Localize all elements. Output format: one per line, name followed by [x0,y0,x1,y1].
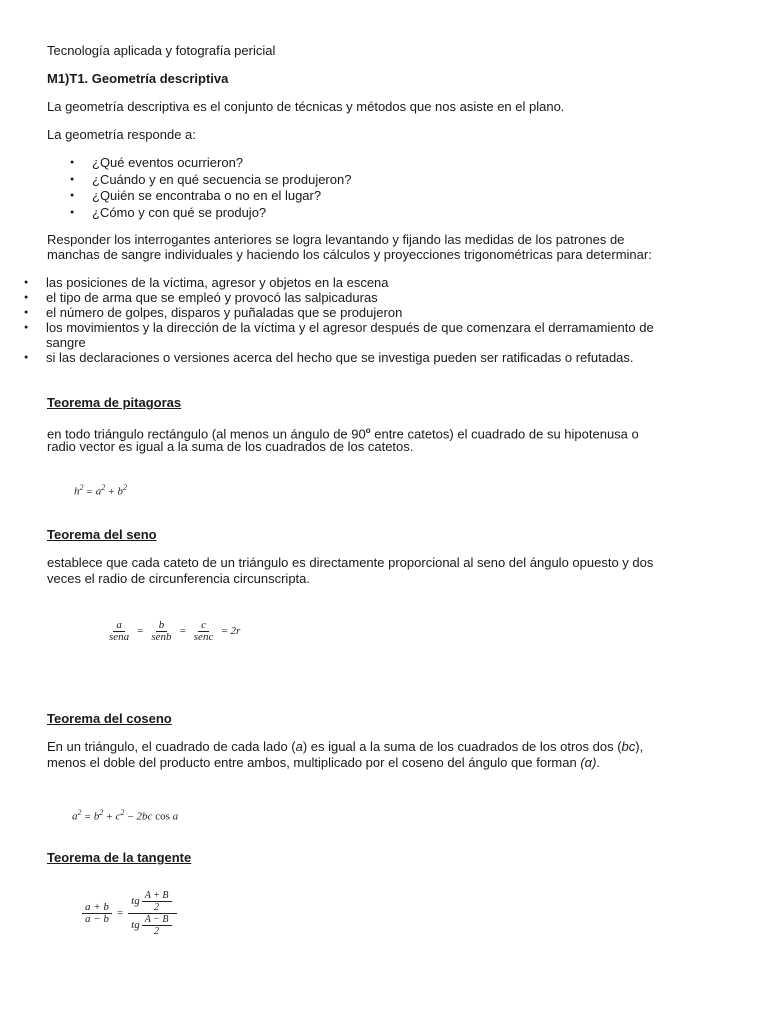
formula-fn: tg [131,895,140,907]
degree-mark: o [365,426,371,435]
formula-fraction [128,890,176,937]
pitagoras-title: Teorema de pitagoras [47,395,182,410]
coseno-title: Teorema del coseno [47,711,172,726]
formula-var: b [117,485,123,498]
formula-den: a − b [85,913,109,925]
formula-exp: 2 [99,808,104,817]
pitagoras-text: entre catetos) el cuadrado de su hipotenusa o [370,426,639,442]
formula-den: 2 [154,902,160,913]
tangente-title: Teorema de la tangente [47,850,192,865]
pitagoras-formula [74,480,127,500]
formula-var: a [72,810,78,823]
formula-num: b [156,620,168,632]
formula-var: b [93,810,100,823]
formula-op: = [179,625,186,638]
coseno-text: menos el doble del producto entre ambos, multiplicado por el coseno del ángulo que forman [47,755,581,770]
formula-var: 2r [230,625,241,638]
formula-num: c [198,620,209,632]
formula-op: + [108,485,115,498]
answer-line-2: manchas de sangre individuales y haciendo los cálculos y proyecciones trigonométricas para determinar: [47,247,652,262]
list-item-text: sangre [46,335,86,350]
seno-title: Teorema del seno [47,527,157,542]
coseno-var: a [295,739,303,754]
list-item: ● el número de golpes, disparos y puñaladas que se produjeron [46,305,736,320]
seno-line-2: veces el radio de circunferencia circunscripta. [47,571,311,586]
formula-exp: 2 [120,808,125,817]
formula-fraction [82,902,112,925]
formula-num: A − B [142,914,172,926]
formula-var: h [74,485,80,498]
formula-op: = [221,625,228,638]
section-title: M1)T1. Geometría descriptiva [47,71,229,86]
responds-paragraph: La geometría responde a: [47,127,196,142]
answer-line-1: Responder los interrogantes anteriores se logra levantando y fijando las medidas de los patrones de [47,232,625,247]
formula-num: a + b [82,902,112,914]
tangente-formula [80,890,179,937]
formula-num: A + B [142,890,172,902]
formula-var: c [115,810,121,823]
list-item [46,320,736,350]
formula-var: a [95,485,102,498]
formula-fn: tg [131,919,140,931]
formula-den: sena [109,631,130,643]
list-item: ● si las declaraciones o versiones acerca del hecho que se investiga pueden ser ratificadas o refutadas. [46,350,736,365]
formula-fraction [191,620,217,643]
formula-op: = [84,810,91,823]
intro-paragraph: La geometría descriptiva es el conjunto de técnicas y métodos que nos asiste en el plano. [47,99,565,114]
seno-formula [104,620,240,643]
formula-op: = [116,907,124,920]
formula-op: + [106,810,113,823]
pitagoras-line-2: radio vector es igual a la suma de los cuadrados de los catetos. [47,439,414,454]
formula-exp: 2 [77,808,82,817]
formula-num [128,890,176,914]
formula-fraction [148,620,174,643]
formula-exp: 2 [101,483,106,492]
list-item: ● el tipo de arma que se empleó y provocó las salpicaduras [46,290,736,305]
coseno-text: En un triángulo, el cuadrado de cada lado ( [47,739,296,754]
formula-exp: 2 [79,483,84,492]
formula-exp: 2 [122,483,127,492]
seno-line-1: establece que cada cateto de un triángulo es directamente proporcional al seno del ángulo opuesto y dos [47,555,654,570]
coseno-line-2 [47,755,727,770]
formula-den: 2 [154,926,160,937]
coseno-text: ) es igual a la suma de los cuadrados de los otros dos ( [302,739,622,754]
coseno-text: ), [635,739,644,754]
coseno-text: . [596,755,601,770]
formula-op: = [86,485,93,498]
formula-den: senc [193,631,214,643]
formula-var: a [172,810,179,823]
formula-op: − [127,810,134,823]
coseno-var: (α) [580,755,597,770]
questions-list [92,155,351,221]
coseno-var: bc [621,739,636,754]
formula-op: = [137,625,144,638]
coseno-formula [72,805,178,825]
list-item: ● ¿Qué eventos ocurrieron? [92,155,351,172]
formula-fraction [142,890,172,913]
formula-fraction [142,914,172,937]
list-item: ● las posiciones de la víctima, agresor y objetos en la escena [46,275,736,290]
document-header: Tecnología aplicada y fotografía pericial [47,43,276,58]
list-item-text: los movimientos y la dirección de la víctima y el agresor después de que comenzara el derramamiento de [46,320,654,335]
list-item: ● ¿Quién se encontraba o no en el lugar? [92,188,351,205]
formula-den [128,914,176,937]
formula-num: a [113,620,125,632]
pitagoras-text: en todo triángulo rectángulo (al menos un ángulo de 90 [47,426,366,442]
formula-den: senb [151,631,172,643]
determine-list [46,275,736,365]
formula-fn: cos [155,810,170,823]
formula-var: 2bc [136,810,153,823]
list-item: ● ¿Cómo y con qué se produjo? [92,205,351,222]
formula-fraction [106,620,132,643]
coseno-line-1 [47,739,727,754]
list-item: ● ¿Cuándo y en qué secuencia se produjeron? [92,172,351,189]
